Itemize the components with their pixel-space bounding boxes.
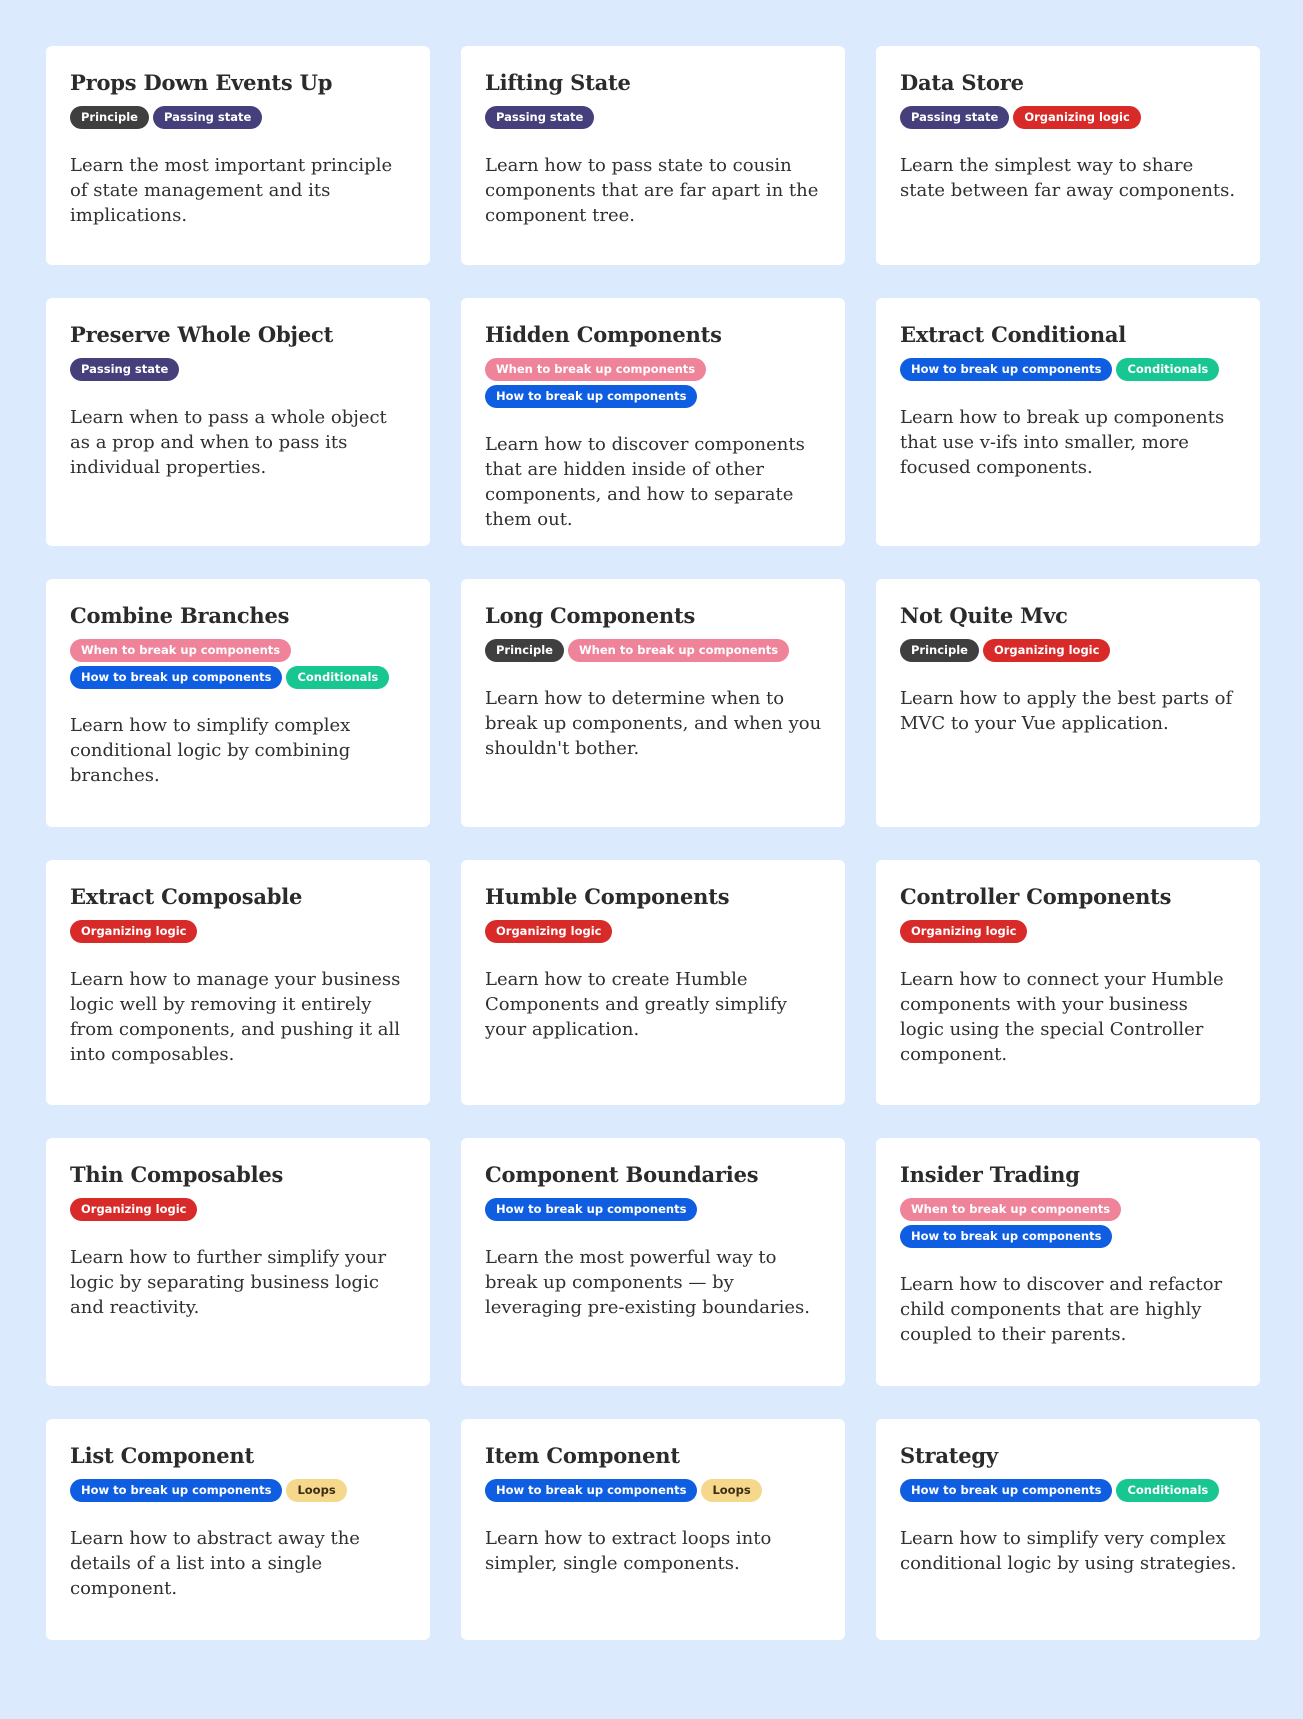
tag-list <box>485 1198 815 1221</box>
card-title[interactable]: Extract Conditional <box>900 322 1127 347</box>
card-description: Learn how to extract loops into simpler, single components. <box>485 1528 772 1575</box>
tag-badge[interactable]: How to break up components <box>900 1225 1112 1248</box>
card-title[interactable]: Thin Composables <box>70 1162 284 1187</box>
tag-badge[interactable]: Principle <box>900 639 979 662</box>
lesson-card[interactable] <box>461 1419 845 1640</box>
card-description: Learn how to apply the best parts of MVC to your Vue application. <box>900 688 1233 735</box>
lesson-card[interactable] <box>876 298 1260 546</box>
lesson-card[interactable] <box>46 1138 430 1386</box>
card-title[interactable]: Humble Components <box>485 884 730 909</box>
card-description: Learn the most important principle of state management and its implications. <box>70 155 393 227</box>
tag-list <box>70 1198 400 1221</box>
tag-list <box>70 920 400 943</box>
card-title[interactable]: Data Store <box>900 70 1024 95</box>
card-title[interactable]: Lifting State <box>485 70 631 95</box>
lesson-card[interactable] <box>46 579 430 827</box>
lesson-card[interactable] <box>461 860 845 1105</box>
tag-list <box>900 920 1230 943</box>
tag-list <box>900 1479 1230 1502</box>
tag-badge[interactable]: How to break up components <box>70 666 282 689</box>
tag-badge[interactable]: Passing state <box>485 106 594 129</box>
tag-list <box>485 920 815 943</box>
tag-list <box>485 1479 815 1502</box>
tag-badge[interactable]: When to break up components <box>485 358 706 381</box>
card-description: Learn how to further simplify your logic by separating business logic and reactivity. <box>70 1247 387 1319</box>
tag-list <box>900 106 1230 129</box>
tag-badge[interactable]: When to break up components <box>568 639 789 662</box>
tag-badge[interactable]: Organizing logic <box>1013 106 1140 129</box>
tag-badge[interactable]: How to break up components <box>70 1479 282 1502</box>
lesson-card[interactable] <box>461 298 845 546</box>
tag-badge[interactable]: Principle <box>485 639 564 662</box>
lesson-card[interactable] <box>876 579 1260 827</box>
lesson-card[interactable] <box>46 298 430 546</box>
card-description: Learn how to discover components that are hidden inside of other components, and how to separate them out. <box>485 434 805 531</box>
lesson-card[interactable] <box>461 579 845 827</box>
card-description: Learn how to manage your business logic well by removing it entirely from components, and pushing it all into composables. <box>70 969 401 1066</box>
card-title[interactable]: Insider Trading <box>900 1162 1080 1187</box>
card-title[interactable]: Props Down Events Up <box>70 70 333 95</box>
tag-list <box>70 639 400 689</box>
tag-badge[interactable]: Organizing logic <box>900 920 1027 943</box>
tag-list <box>900 1198 1230 1248</box>
lesson-card[interactable] <box>46 860 430 1105</box>
card-description: Learn how to simplify very complex conditional logic by using strategies. <box>900 1528 1237 1575</box>
tag-badge[interactable]: Loops <box>286 1479 346 1502</box>
card-title[interactable]: Extract Composable <box>70 884 303 909</box>
tag-list <box>485 106 815 129</box>
card-title[interactable]: Hidden Components <box>485 322 722 347</box>
card-title[interactable]: Item Component <box>485 1443 680 1468</box>
tag-list <box>900 639 1230 662</box>
tag-badge[interactable]: When to break up components <box>70 639 291 662</box>
tag-badge[interactable]: Organizing logic <box>70 1198 197 1221</box>
card-title[interactable]: Controller Components <box>900 884 1172 909</box>
lesson-card[interactable] <box>461 46 845 265</box>
lesson-card[interactable] <box>46 1419 430 1640</box>
tag-badge[interactable]: Passing state <box>153 106 262 129</box>
lesson-card[interactable] <box>461 1138 845 1386</box>
tag-badge[interactable]: Conditionals <box>286 666 389 689</box>
card-description: Learn how to connect your Humble components with your business logic using the special Controller component. <box>900 969 1224 1066</box>
card-description: Learn how to pass state to cousin components that are far apart in the component tree. <box>485 155 819 227</box>
tag-list <box>70 358 400 381</box>
tag-badge[interactable]: Principle <box>70 106 149 129</box>
tag-badge[interactable]: Organizing logic <box>983 639 1110 662</box>
card-title[interactable]: Strategy <box>900 1443 998 1468</box>
card-title[interactable]: Component Boundaries <box>485 1162 759 1187</box>
tag-badge[interactable]: Conditionals <box>1116 1479 1219 1502</box>
tag-badge[interactable]: Organizing logic <box>485 920 612 943</box>
tag-badge[interactable]: Conditionals <box>1116 358 1219 381</box>
card-title[interactable]: Combine Branches <box>70 603 290 628</box>
card-description: Learn how to simplify complex conditional logic by combining branches. <box>70 715 351 787</box>
tag-list <box>70 106 400 129</box>
card-description: Learn how to abstract away the details of a list into a single component. <box>70 1528 360 1600</box>
tag-badge[interactable]: How to break up components <box>900 1479 1112 1502</box>
lesson-card[interactable] <box>876 46 1260 265</box>
tag-list <box>70 1479 400 1502</box>
lesson-card[interactable] <box>876 1419 1260 1640</box>
card-description: Learn how to discover and refactor child components that are highly coupled to their parents. <box>900 1274 1223 1346</box>
card-title[interactable]: Preserve Whole Object <box>70 322 334 347</box>
tag-badge[interactable]: How to break up components <box>485 1479 697 1502</box>
tag-badge[interactable]: Passing state <box>900 106 1009 129</box>
tag-badge[interactable]: When to break up components <box>900 1198 1121 1221</box>
tag-badge[interactable]: How to break up components <box>900 358 1112 381</box>
tag-badge[interactable]: Passing state <box>70 358 179 381</box>
card-title[interactable]: List Component <box>70 1443 255 1468</box>
lesson-card[interactable] <box>876 1138 1260 1386</box>
tag-badge[interactable]: How to break up components <box>485 1198 697 1221</box>
lesson-card[interactable] <box>46 46 430 265</box>
card-description: Learn how to create Humble Components and greatly simplify your application. <box>485 969 787 1041</box>
lesson-card[interactable] <box>876 860 1260 1105</box>
card-description: Learn how to break up components that use v-ifs into smaller, more focused components. <box>900 407 1225 479</box>
tag-badge[interactable]: How to break up components <box>485 385 697 408</box>
tag-badge[interactable]: Organizing logic <box>70 920 197 943</box>
card-description: Learn the simplest way to share state between far away components. <box>900 155 1236 202</box>
card-title[interactable]: Long Components <box>485 603 696 628</box>
card-description: Learn how to determine when to break up components, and when you shouldn't bother. <box>485 688 822 760</box>
tag-list <box>900 358 1230 381</box>
card-grid <box>46 46 1261 1640</box>
tag-list <box>485 358 815 408</box>
card-title[interactable]: Not Quite Mvc <box>900 603 1068 628</box>
tag-list <box>485 639 815 662</box>
card-description: Learn the most powerful way to break up components — by leveraging pre-existing boundaries. <box>485 1247 810 1319</box>
card-description: Learn when to pass a whole object as a prop and when to pass its individual properties. <box>70 407 387 479</box>
tag-badge[interactable]: Loops <box>701 1479 761 1502</box>
